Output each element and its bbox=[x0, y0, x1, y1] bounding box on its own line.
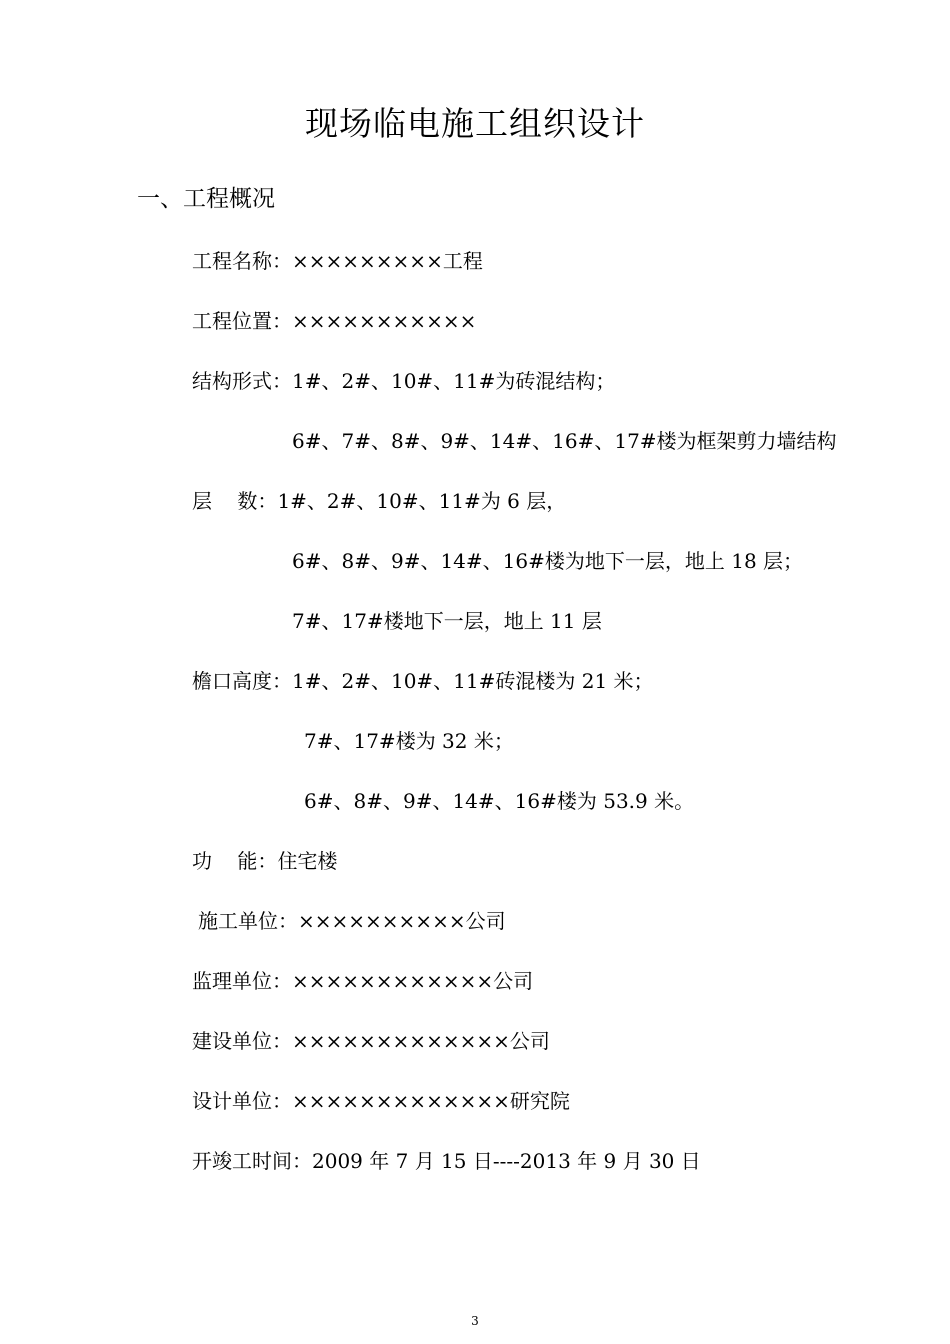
floors-line bbox=[192, 487, 566, 515]
design-unit-line bbox=[192, 1087, 570, 1115]
design-unit-label: 设计单位： bbox=[192, 1089, 292, 1113]
page-number: 3 bbox=[471, 1314, 479, 1328]
schedule-value: 2009 年 7 月 15 日----2013 年 9 月 30 日 bbox=[312, 1149, 701, 1173]
project-name-value: ×××××××××工程 bbox=[292, 249, 483, 273]
owner-unit-label: 建设单位： bbox=[192, 1029, 292, 1053]
project-name-label: 工程名称： bbox=[192, 249, 292, 273]
project-location-value: ××××××××××× bbox=[292, 309, 477, 333]
floors-label: 层 数： bbox=[192, 489, 278, 513]
floors-continuation-2: 7#、17#楼地下一层，地上 11 层 bbox=[292, 609, 602, 633]
structure-continuation: 6#、7#、8#、9#、14#、16#、17#楼为框架剪力墙结构 bbox=[292, 429, 837, 453]
supervision-unit-line bbox=[192, 967, 533, 995]
supervision-unit-value: ××××××××××××公司 bbox=[292, 969, 534, 993]
structure-line bbox=[192, 367, 615, 395]
eave-height-continuation-1: 7#、17#楼为 32 米； bbox=[304, 729, 514, 753]
function-label: 功 能： bbox=[192, 849, 278, 873]
structure-value: 1#、2#、10#、11#为砖混结构； bbox=[292, 369, 616, 393]
project-location-line bbox=[192, 307, 476, 335]
function-value: 住宅楼 bbox=[277, 849, 338, 873]
eave-height-continuation-2: 6#、8#、9#、14#、16#楼为 53.9 米。 bbox=[304, 789, 695, 813]
construction-unit-line bbox=[198, 907, 506, 935]
section-heading: 一、工程概况 bbox=[137, 186, 275, 212]
owner-unit-line bbox=[192, 1027, 550, 1055]
project-location-label: 工程位置： bbox=[192, 309, 292, 333]
eave-height-label: 檐口高度： bbox=[192, 669, 292, 693]
floors-continuation-1: 6#、8#、9#、14#、16#楼为地下一层，地上 18 层； bbox=[292, 549, 804, 573]
project-name-line bbox=[192, 247, 483, 275]
function-line bbox=[192, 847, 337, 875]
eave-height-line bbox=[192, 667, 654, 695]
construction-unit-value: ××××××××××公司 bbox=[298, 909, 506, 933]
schedule-line bbox=[192, 1147, 701, 1175]
design-unit-value: ×××××××××××××研究院 bbox=[292, 1089, 570, 1113]
structure-label: 结构形式： bbox=[192, 369, 292, 393]
supervision-unit-label: 监理单位： bbox=[192, 969, 292, 993]
floors-value: 1#、2#、10#、11#为 6 层， bbox=[277, 489, 567, 513]
document-title: 现场临电施工组织设计 bbox=[305, 104, 645, 143]
eave-height-value: 1#、2#、10#、11#砖混楼为 21 米； bbox=[292, 669, 654, 693]
construction-unit-label: 施工单位： bbox=[198, 909, 298, 933]
owner-unit-value: ×××××××××××××公司 bbox=[292, 1029, 550, 1053]
schedule-label: 开竣工时间： bbox=[192, 1149, 312, 1173]
